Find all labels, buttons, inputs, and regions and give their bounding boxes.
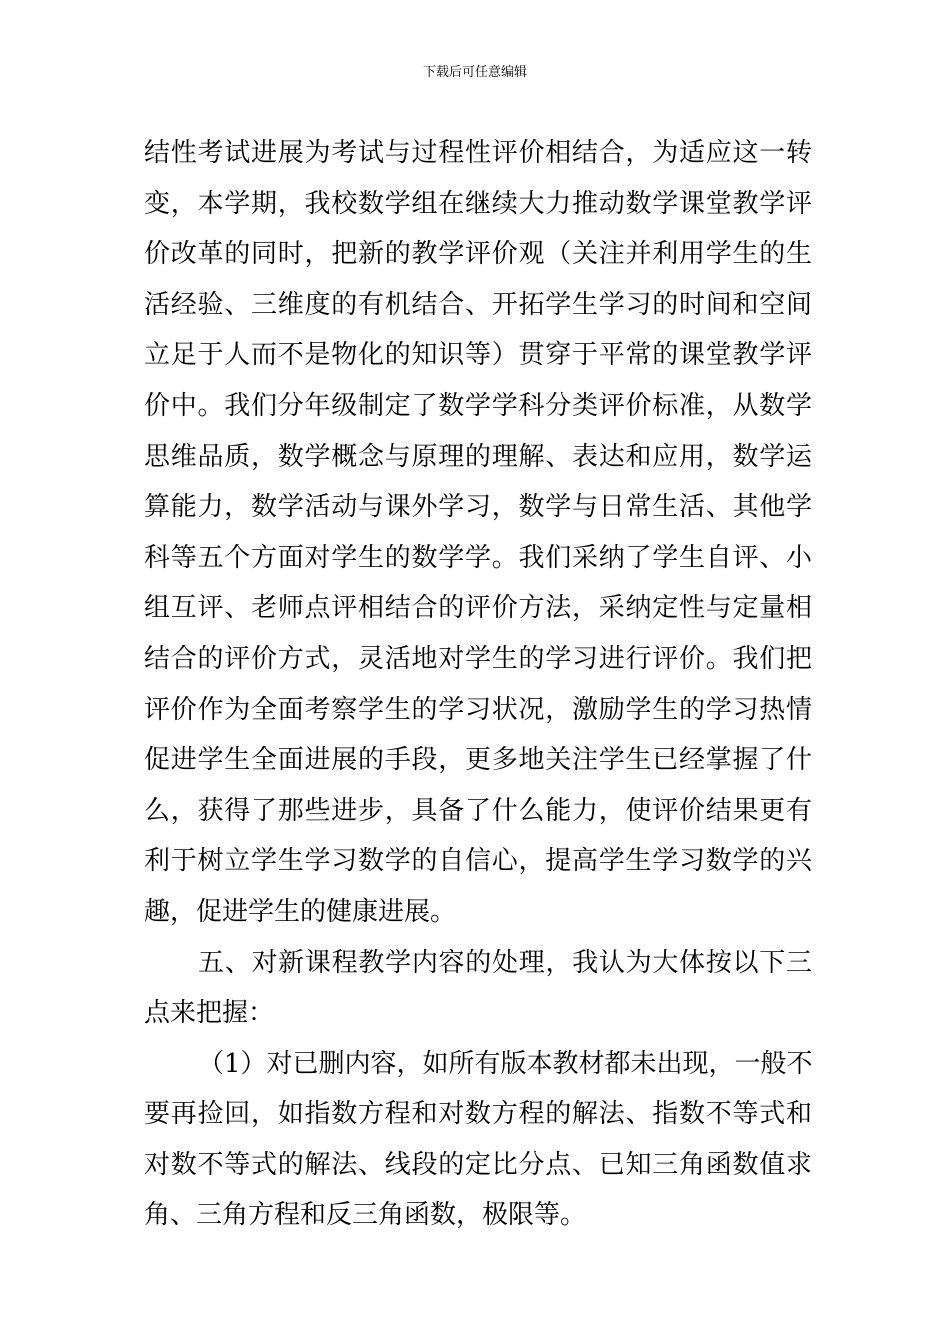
text-line: 评价作为全面考察学生的学习状况，激励学生的学习热情 [144,694,812,725]
text-line: 要再捡回，如指数方程和对数方程的解法、指数不等式和 [144,1099,812,1130]
page-header: 下载后可任意编辑 [422,65,527,80]
document-body [144,128,812,1241]
text-line: 思维品质，数学概念与原理的理解、表达和应用，数学运 [144,441,812,472]
section-heading-line: 五、对新课程教学内容的处理，我认为大体按以下三 [198,947,812,978]
text-line: 么，获得了那些进步，具备了什么能力，使评价结果更有 [144,795,812,826]
text-line: 立足于人而不是物化的知识等）贯穿于平常的课堂教学评 [144,340,812,371]
text-line: 趣，促进学生的健康进展。 [144,896,457,927]
text-line: 算能力，数学活动与课外学习，数学与日常生活、其他学 [144,492,812,523]
text-line: 点来把握： [144,998,275,1029]
list-item-line: （1）对已删内容，如所有版本教材都未出现，一般不 [198,1048,813,1079]
text-line: 结合的评价方式，灵活地对学生的学习进行评价。我们把 [144,643,812,674]
text-line: 科等五个方面对学生的数学学。我们采纳了学生自评、小 [144,542,812,573]
text-line: 促进学生全面进展的手段，更多地关注学生已经掌握了什 [144,745,812,776]
text-line: 角、三角方程和反三角函数，极限等。 [144,1200,587,1231]
text-line: 利于树立学生学习数学的自信心，提高学生学习数学的兴 [144,846,812,877]
text-line: 活经验、三维度的有机结合、开拓学生学习的时间和空间 [144,289,812,320]
text-line: 变，本学期，我校数学组在继续大力推动数学课堂教学评 [144,188,812,219]
text-line: 组互评、老师点评相结合的评价方法，采纳定性与定量相 [144,593,812,624]
text-line: 价改革的同时，把新的教学评价观（关注并利用学生的生 [144,239,812,270]
text-line: 价中。我们分年级制定了数学学科分类评价标准，从数学 [144,390,812,421]
text-line: 对数不等式的解法、线段的定比分点、已知三角函数值求 [144,1149,812,1180]
text-line: 结性考试进展为考试与过程性评价相结合，为适应这一转 [144,138,812,168]
